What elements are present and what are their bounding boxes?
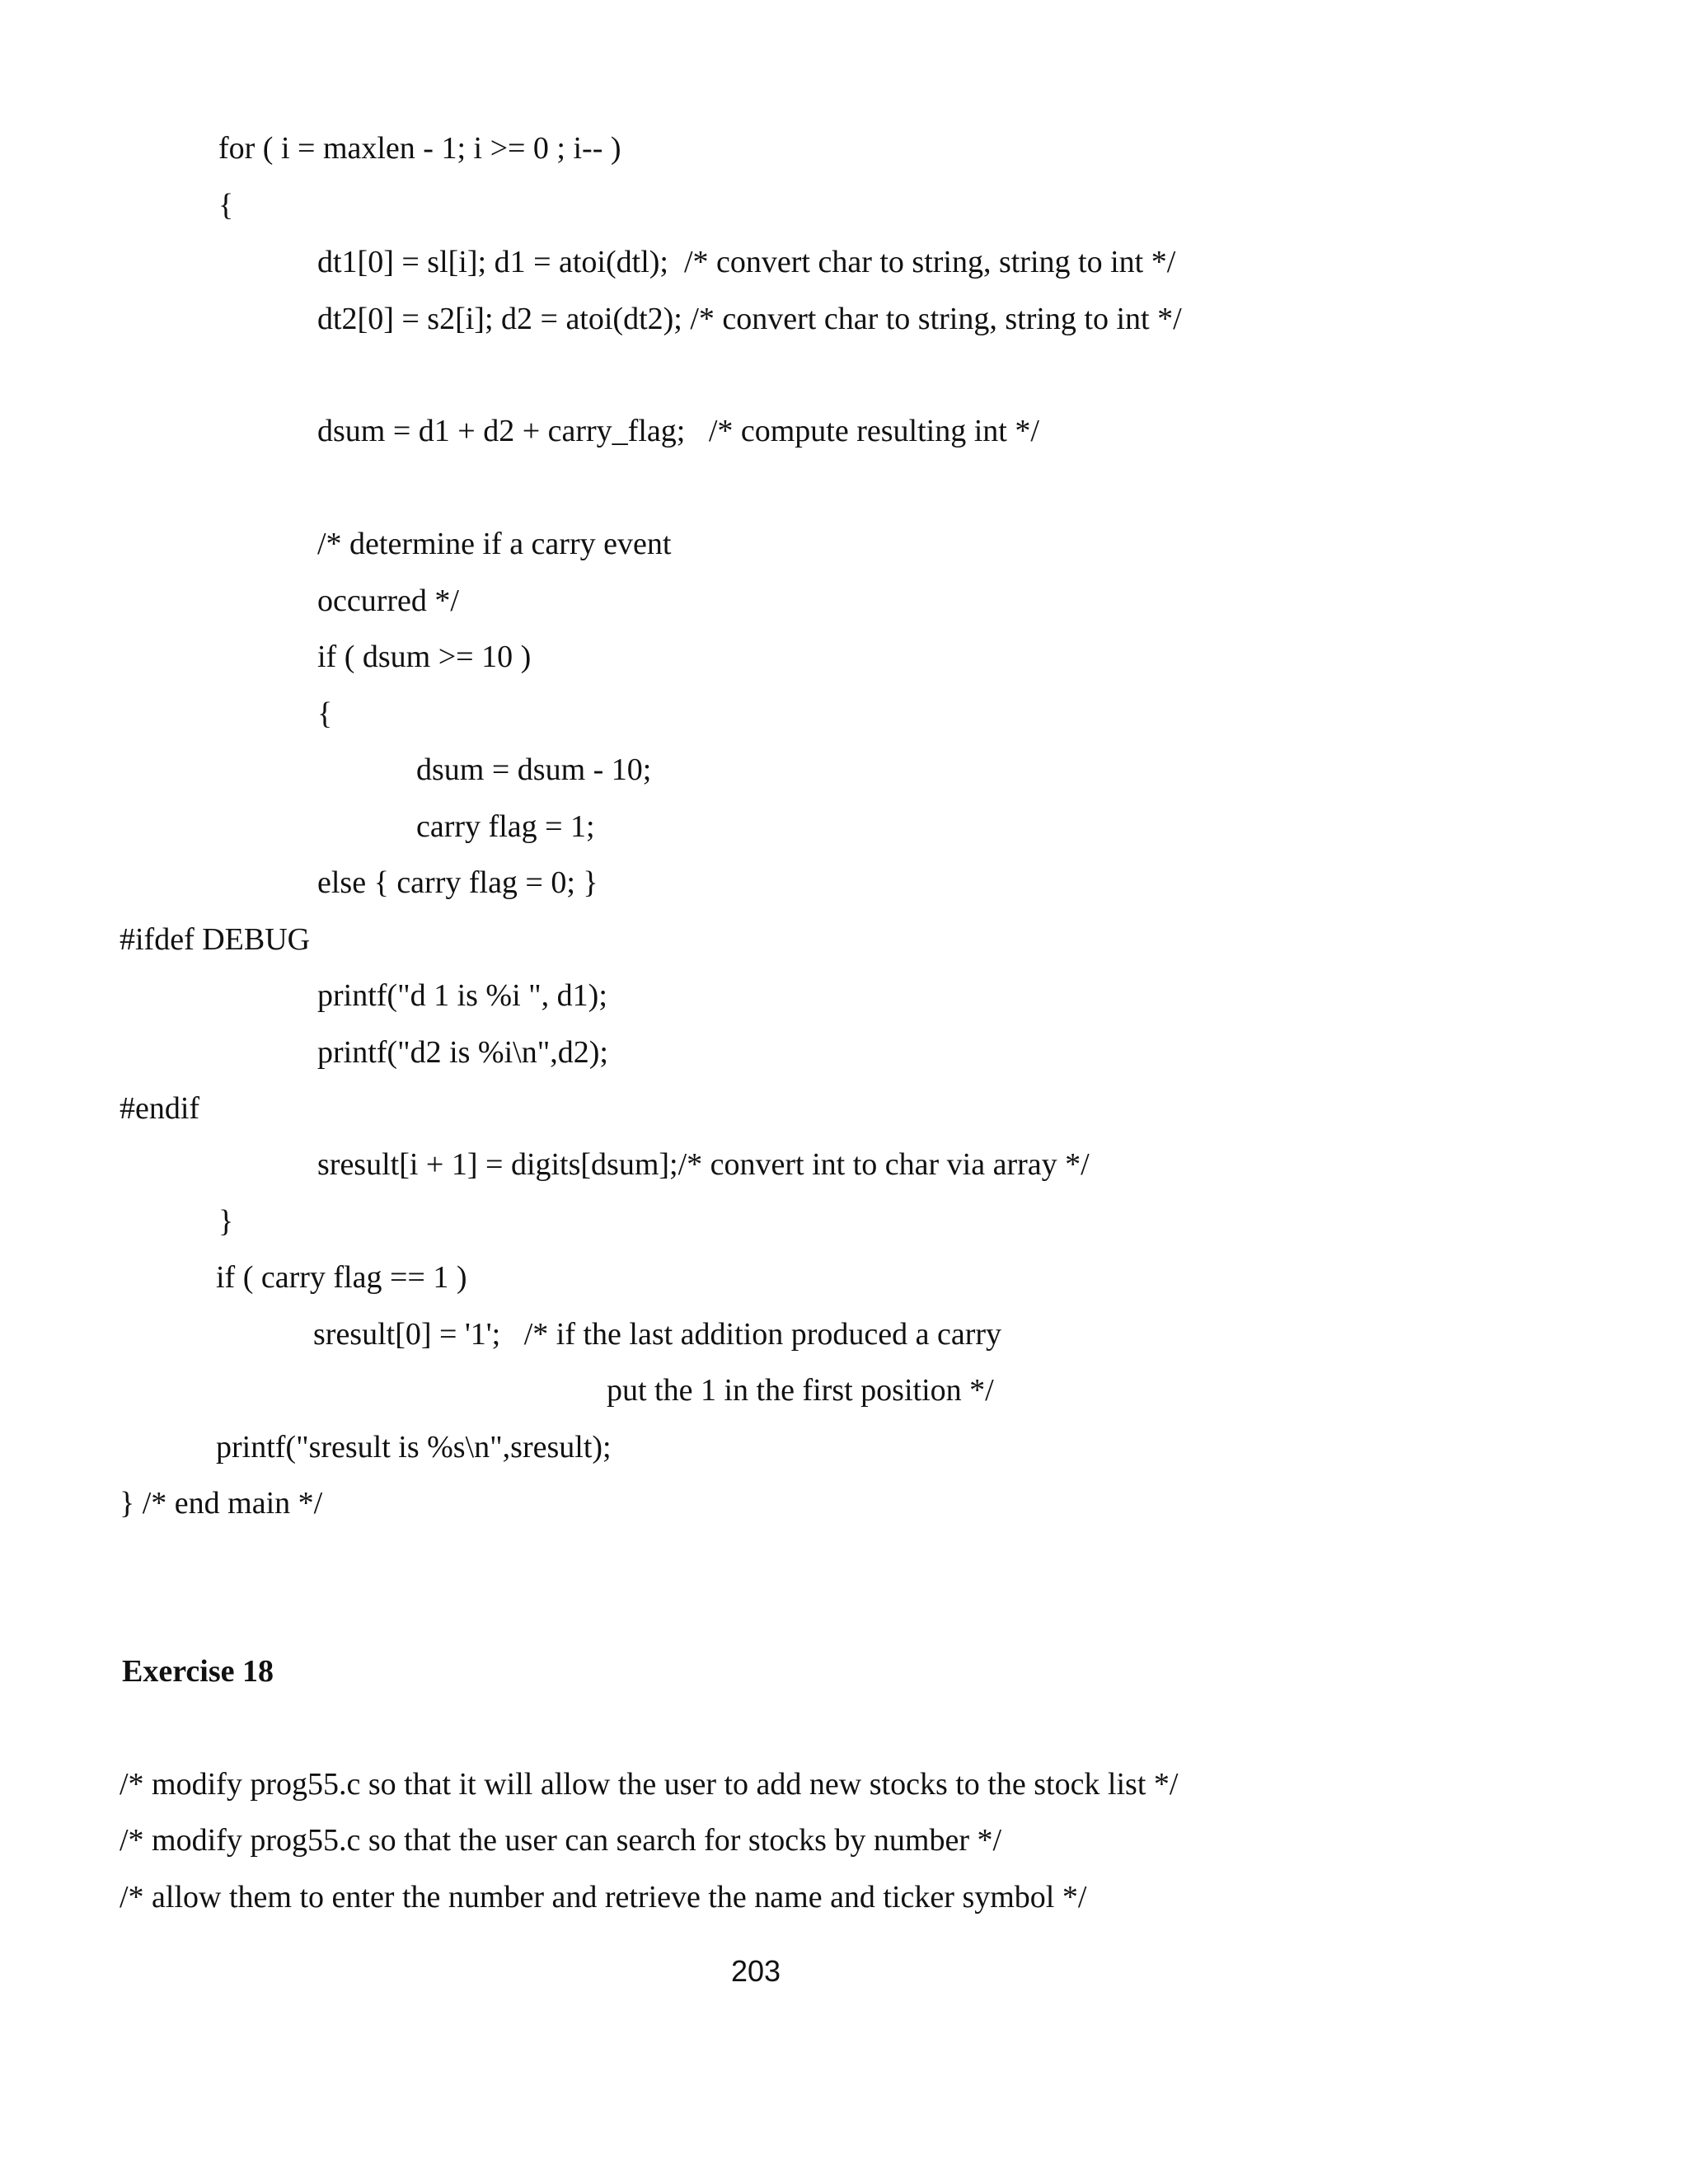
code-line: sresult[0] = '1'; /* if the last addition produced a carry (313, 1317, 1001, 1352)
code-line: occurred */ (317, 583, 459, 618)
code-line: printf("d2 is %i\n",d2); (317, 1035, 608, 1070)
code-line: for ( i = maxlen - 1; i >= 0 ; i-- ) (218, 131, 621, 166)
code-line: dt2[0] = s2[i]; d2 = atoi(dt2); /* convert char to string, string to int */ (317, 302, 1182, 336)
code-line: carry flag = 1; (416, 809, 595, 844)
code-line: } /* end main */ (120, 1486, 323, 1521)
code-line: dsum = d1 + d2 + carry_flag; /* compute resulting int */ (317, 414, 1039, 448)
exercise-line: /* modify prog55.c so that the user can search for stocks by number */ (120, 1823, 1002, 1858)
code-line: put the 1 in the first position */ (607, 1373, 994, 1408)
code-line: /* determine if a carry event (317, 527, 672, 561)
code-line: printf("sresult is %s\n",sresult); (216, 1430, 612, 1465)
code-line: { (317, 696, 333, 731)
page-number: 203 (731, 1954, 781, 1988)
code-line: } (218, 1204, 234, 1239)
code-line: dsum = dsum - 10; (416, 752, 652, 787)
code-line: sresult[i + 1] = digits[dsum];/* convert int to char via array */ (317, 1147, 1090, 1182)
code-line: dt1[0] = sl[i]; d1 = atoi(dtl); /* convert char to string, string to int */ (317, 245, 1176, 279)
code-line: #ifdef DEBUG (120, 922, 311, 957)
code-line: if ( dsum >= 10 ) (317, 640, 532, 674)
code-line: { (218, 188, 234, 223)
exercise-heading: Exercise 18 (122, 1654, 274, 1689)
code-line: #endif (120, 1091, 200, 1126)
exercise-line: /* allow them to enter the number and retrieve the name and ticker symbol */ (120, 1880, 1087, 1915)
code-line: else { carry flag = 0; } (317, 865, 598, 900)
code-line: if ( carry flag == 1 ) (216, 1260, 467, 1295)
exercise-line: /* modify prog55.c so that it will allow the user to add new stocks to the stock list */ (120, 1767, 1179, 1802)
code-line: printf("d 1 is %i ", d1); (317, 978, 607, 1013)
